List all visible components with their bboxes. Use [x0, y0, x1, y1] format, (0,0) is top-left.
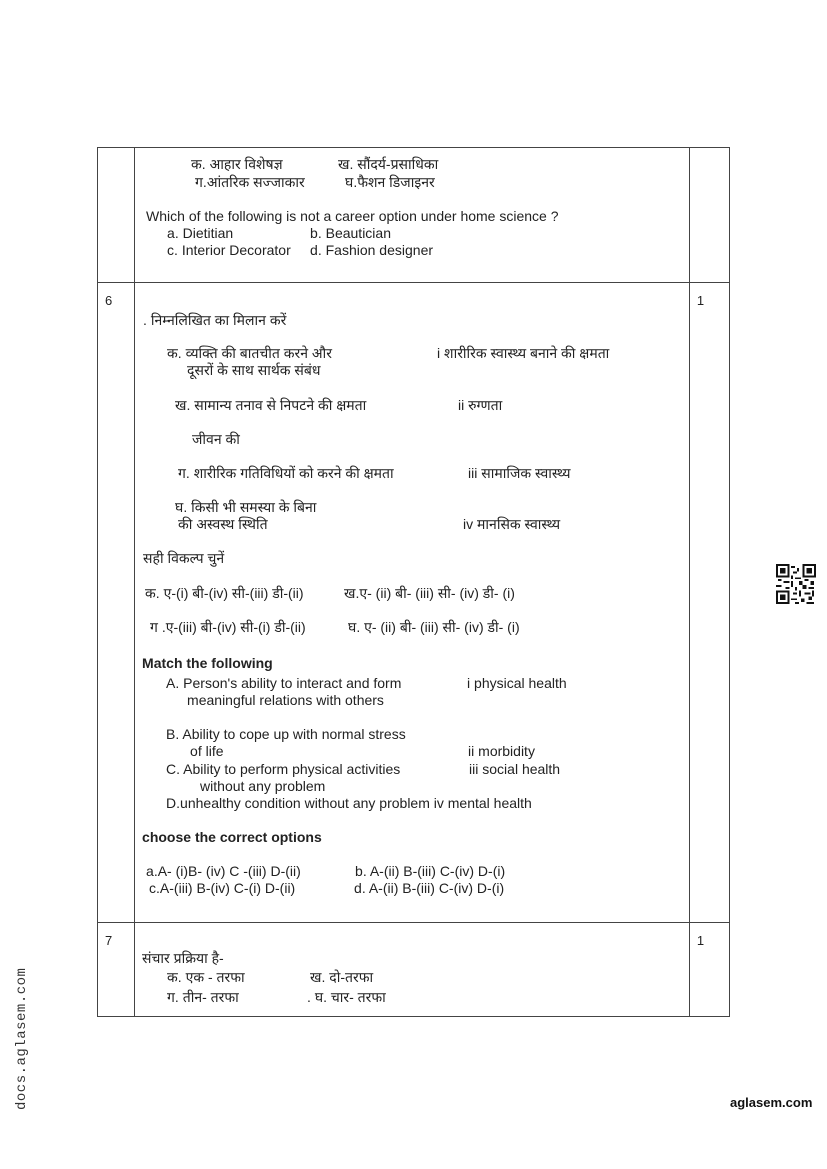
hindi-option-kh: ख. सौंदर्य-प्रसाधिका [338, 156, 439, 172]
hindi-match-i: i शारीरिक स्वास्थ्य बनाने की क्षमता [437, 345, 610, 361]
hindi-match-ii: ii रुग्णता [458, 397, 503, 413]
question-content-cell [135, 923, 690, 1017]
hindi-match-iii: iii सामाजिक स्वास्थ्य [468, 465, 571, 481]
marks-value: 1 [696, 293, 705, 308]
english-match-a-line2: meaningful relations with others [187, 692, 384, 708]
question-table [97, 147, 730, 1017]
hindi-question: संचार प्रक्रिया है- [142, 950, 224, 966]
hindi-choice-gh: घ. ए- (ii) बी- (iii) सी- (iv) डी- (i) [348, 619, 520, 635]
hindi-option-kh: ख. दो-तरफा [310, 969, 374, 985]
footer-logo[interactable]: aglasem.com [730, 1095, 813, 1110]
hindi-option-k: क. आहार विशेषज्ञ [191, 156, 283, 172]
english-match-d: D.unhealthy condition without any problem iv mental health [166, 795, 532, 811]
english-question: Which of the following is not a career option under home science ? [146, 208, 559, 224]
hindi-match-gh-line1: घ. किसी भी समस्या के बिना [175, 499, 317, 515]
hindi-heading: . निम्नलिखित का मिलान करें [143, 312, 287, 328]
english-match-heading: Match the following [142, 655, 273, 671]
question-number: 6 [105, 293, 113, 308]
english-match-ii: ii morbidity [468, 743, 535, 759]
hindi-option-g: ग.आंतरिक सज्जाकार [195, 174, 305, 190]
hindi-match-gh-line2: की अस्वस्थ स्थिति [178, 516, 268, 532]
hindi-choice-g: ग .ए-(iii) बी-(iv) सी-(i) डी-(ii) [150, 619, 306, 635]
english-match-b-line2: of life [190, 743, 224, 759]
hindi-match-iv: iv मानसिक स्वास्थ्य [463, 516, 561, 532]
english-choice-b: b. A-(ii) B-(iii) C-(iv) D-(i) [355, 863, 506, 879]
hindi-choose-heading: सही विकल्प चुनें [143, 550, 225, 566]
english-option-d: d. Fashion designer [310, 242, 434, 258]
question-row-7 [98, 923, 730, 1017]
hindi-option-gh: घ.फैशन डिजाइनर [345, 174, 435, 190]
marks-cell [689, 148, 729, 283]
english-match-b-line1: B. Ability to cope up with normal stress [166, 726, 406, 742]
english-match-i: i physical health [467, 675, 567, 691]
question-content-cell [135, 148, 690, 283]
marks-cell [689, 283, 729, 923]
hindi-match-k-line2: दूसरों के साथ सार्थक संबंध [187, 362, 321, 378]
hindi-match-g: ग. शारीरिक गतिविधियों को करने की क्षमता [178, 465, 394, 481]
english-match-c-line1: C. Ability to perform physical activities [166, 761, 401, 777]
marks-value: 1 [696, 933, 705, 948]
hindi-match-k-line1: क. व्यक्ति की बातचीत करने और [167, 345, 332, 361]
side-watermark: docs.aglasem.com [14, 967, 30, 1110]
english-choice-a: a.A- (i)B- (iv) C -(iii) D-(ii) [146, 863, 301, 879]
hindi-choice-k: क. ए-(i) बी-(iv) सी-(iii) डी-(ii) [145, 585, 304, 601]
hindi-option-g: ग. तीन- तरफा [167, 989, 239, 1005]
question-number-cell [98, 283, 135, 923]
hindi-option-gh: . घ. चार- तरफा [307, 989, 386, 1005]
english-choose-heading: choose the correct options [142, 829, 322, 845]
question-number: 7 [105, 933, 113, 948]
english-match-a-line1: A. Person's ability to interact and form [166, 675, 402, 691]
hindi-option-k: क. एक - तरफा [167, 969, 245, 985]
english-match-c-line2: without any problem [200, 778, 326, 794]
question-row-6 [98, 283, 730, 923]
english-choice-c: c.A-(iii) B-(iv) C-(i) D-(ii) [149, 880, 296, 896]
english-match-iii: iii social health [469, 761, 561, 777]
question-content-cell [135, 283, 690, 923]
marks-cell [689, 923, 729, 1017]
english-option-a: a. Dietitian [167, 225, 234, 241]
english-option-b: b. Beautician [310, 225, 391, 241]
qr-code-icon[interactable] [776, 564, 816, 604]
question-number-cell [98, 923, 135, 1017]
question-row-5-continued [98, 148, 730, 283]
hindi-match-kh-line1: ख. सामान्य तनाव से निपटने की क्षमता [175, 397, 367, 413]
english-choice-d: d. A-(ii) B-(iii) C-(iv) D-(i) [354, 880, 505, 896]
hindi-choice-kh: ख.ए- (ii) बी- (iii) सी- (iv) डी- (i) [344, 585, 515, 601]
question-number-cell [98, 148, 135, 283]
english-option-c: c. Interior Decorator [167, 242, 291, 258]
hindi-match-kh-line2: जीवन की [192, 431, 240, 447]
